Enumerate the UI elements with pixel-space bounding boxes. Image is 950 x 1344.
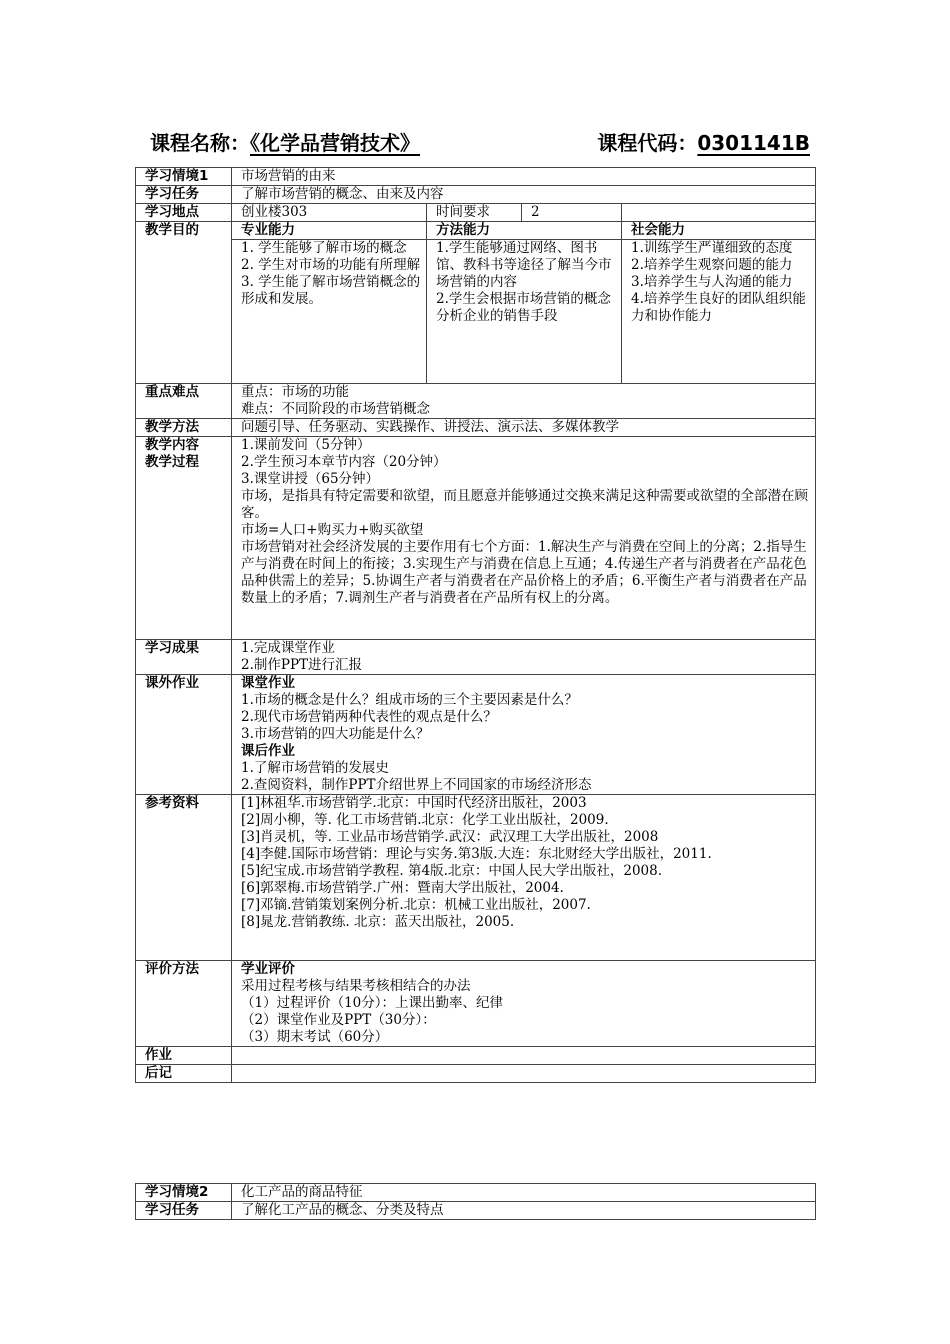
content-line: 2.学生预习本章节内容（20分钟）: [241, 454, 447, 470]
social-line: 2.培养学生观察问题的能力: [631, 257, 793, 273]
task2-value: 了解化工产品的概念、分类及特点: [232, 1202, 816, 1220]
reference-label: 参考资料: [136, 795, 232, 961]
reference-line: [8]晁龙.营销教练. 北京：蓝天出版社，2005.: [241, 914, 515, 930]
after-homework-head: 课后作业: [241, 743, 295, 759]
reference-line: [1]林祖华.市场营销学.北京：中国时代经济出版社，2003: [241, 795, 587, 811]
homework-content: [232, 675, 816, 795]
course-code: 0301141B: [697, 131, 810, 155]
evaluation-line: 采用过程考核与结果考核相结合的办法: [241, 978, 471, 994]
prof-head: 专业能力: [232, 222, 427, 240]
note-label: 后记: [136, 1065, 232, 1083]
situation-value: 市场营销的由来: [232, 168, 816, 186]
prof-line: 2. 学生对市场的功能有所理解: [241, 257, 421, 273]
situation-label: 学习情境1: [136, 168, 232, 186]
content-label-2: 教学过程: [145, 454, 199, 470]
evaluation-content: [232, 961, 816, 1047]
social-line: 3.培养学生与人沟通的能力: [631, 274, 793, 290]
social-head: 社会能力: [622, 222, 816, 240]
content-line: 市场营销对社会经济发展的主要作用有七个方面：1.解决生产与消费在空间上的分离；2.指导生产与消费在时间上的衔接；3.实现生产与消费在信息上互通；4.传递生产者与消费者在产品花色品种供需上的差异；5.协调生产者与消费者在产品价格上的矛盾；6.平衡生产者与消费者在产品数量上的矛盾；7.调剂生产者与消费者在产品所有权上的分离。: [241, 539, 807, 606]
task-label: 学习任务: [136, 186, 232, 204]
note-value: [232, 1065, 816, 1083]
reference-line: [3]肖灵机，等. 工业品市场营销学.武汉：武汉理工大学出版社，2008: [241, 829, 659, 845]
teach-method-label: 教学方法: [136, 419, 232, 437]
evaluation-label: 评价方法: [136, 961, 232, 1047]
key-line: 难点：不同阶段的市场营销概念: [241, 401, 430, 417]
method-content: [427, 240, 622, 384]
content-label-1: 教学内容: [145, 437, 199, 453]
reference-line: [4]李健.国际市场营销：理论与实务.第3版.大连：东北财经大学出版社，2011.: [241, 846, 712, 862]
time-label: 时间要求: [427, 204, 522, 222]
time-cell: [522, 204, 816, 222]
code-label: 课程代码：: [597, 131, 698, 155]
situation2-label: 学习情境2: [136, 1184, 232, 1202]
course-header: [150, 127, 810, 157]
evaluation-line: （3）期末考试（60分）: [241, 1029, 389, 1045]
content-line: 市场=人口+购买力+购买欲望: [241, 522, 424, 538]
result-label: 学习成果: [136, 640, 232, 675]
social-line: 4.培养学生良好的团队组织能力和协作能力: [631, 291, 806, 324]
method-head: 方法能力: [427, 222, 622, 240]
reference-line: [5]纪宝成.市场营销学教程. 第4版.北京：中国人民大学出版社，2008.: [241, 863, 663, 879]
course-name-line: [150, 127, 420, 156]
place-label: 学习地点: [136, 204, 232, 222]
work-value: [232, 1047, 816, 1065]
evaluation-line: （1）过程评价（10分）：上课出勤率、纪律: [241, 995, 504, 1011]
work-label: 作业: [136, 1047, 232, 1065]
content-label: [136, 437, 232, 640]
course-name: 《化学品营销技术》: [250, 131, 420, 155]
time-value: 2: [531, 204, 540, 220]
key-line: 重点：市场的功能: [241, 384, 349, 400]
result-content: [232, 640, 816, 675]
homework-line: 2.查阅资料，制作PPT介绍世界上不同国家的市场经济形态: [241, 777, 592, 793]
evaluation-head: 学业评价: [241, 961, 295, 977]
content-line: 1.课前发问（5分钟）: [241, 437, 371, 453]
content-line: 3.课堂讲授（65分钟）: [241, 471, 380, 487]
result-line: 1.完成课堂作业: [241, 640, 335, 656]
homework-line: 3.市场营销的四大功能是什么？: [241, 726, 430, 742]
homework-line: 1.市场的概念是什么？组成市场的三个主要因素是什么？: [241, 692, 578, 708]
evaluation-line: （2）课堂作业及PPT（30分）：: [241, 1012, 436, 1028]
reference-content: [232, 795, 816, 961]
class-homework-head: 课堂作业: [241, 675, 295, 691]
lesson-table-1: [135, 167, 816, 1083]
situation2-value: 化工产品的商品特征: [232, 1184, 816, 1202]
reference-line: [7]邓镝.营销策划案例分析.北京：机械工业出版社，2007.: [241, 897, 591, 913]
teach-method-value: 问题引导、任务驱动、实践操作、讲授法、演示法、多媒体教学: [232, 419, 816, 437]
homework-line: 2.现代市场营销两种代表性的观点是什么？: [241, 709, 497, 725]
content-line: 市场，是指具有特定需要和欲望，而且愿意并能够通过交换来满足这种需要或欲望的全部潜在顾客。: [241, 488, 808, 521]
method-line: 1.学生能够通过网络、图书馆、教科书等途径了解当今市场营销的内容: [436, 240, 612, 290]
reference-line: [2]周小柳，等. 化工市场营销.北京：化学工业出版社，2009.: [241, 812, 609, 828]
course-label: 课程名称：: [150, 131, 250, 155]
key-content: [232, 384, 816, 419]
course-code-line: [597, 127, 810, 156]
place-value: 创业楼303: [232, 204, 427, 222]
lesson-table-2: [135, 1183, 816, 1220]
content-body: [232, 437, 816, 640]
prof-content: [232, 240, 427, 384]
task-value: 了解市场营销的概念、由来及内容: [232, 186, 816, 204]
key-label: 重点难点: [136, 384, 232, 419]
method-line: 2.学生会根据市场营销的概念分析企业的销售手段: [436, 291, 611, 324]
homework-line: 1.了解市场营销的发展史: [241, 760, 389, 776]
social-line: 1.训练学生严谨细致的态度: [631, 240, 793, 256]
goal-label: 教学目的: [136, 222, 232, 384]
reference-line: [6]郭翠梅.市场营销学.广州：暨南大学出版社，2004.: [241, 880, 564, 896]
homework-label: 课外作业: [136, 675, 232, 795]
task2-label: 学习任务: [136, 1202, 232, 1220]
result-line: 2.制作PPT进行汇报: [241, 657, 363, 673]
prof-line: 1. 学生能够了解市场的概念: [241, 240, 407, 256]
social-content: [622, 240, 816, 384]
prof-line: 3. 学生能了解市场营销概念的形成和发展。: [241, 274, 421, 307]
